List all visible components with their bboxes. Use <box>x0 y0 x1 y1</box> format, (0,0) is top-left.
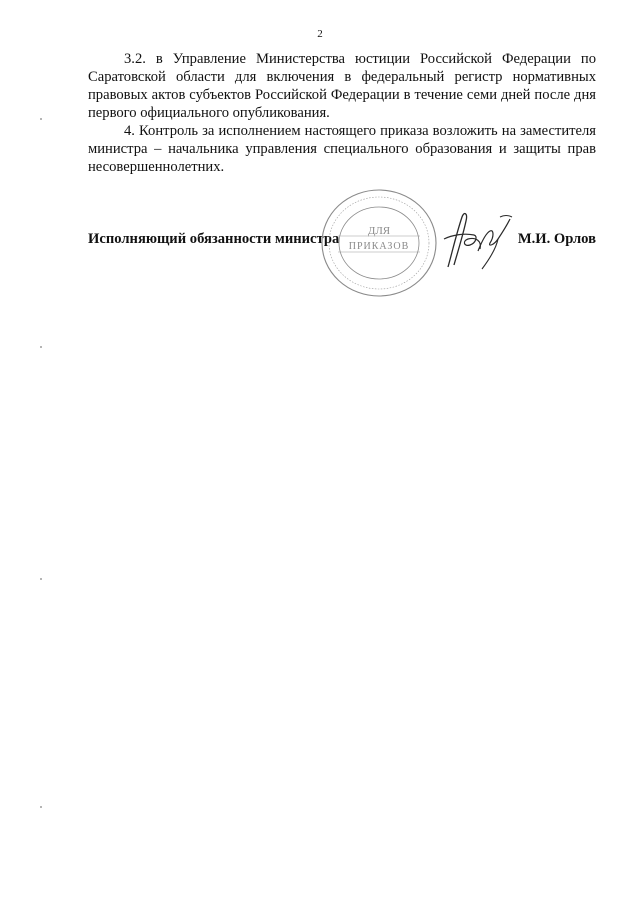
page-number: 2 <box>317 28 323 40</box>
margin-mark <box>40 118 42 120</box>
document-body <box>88 50 596 176</box>
official-stamp <box>318 186 440 300</box>
signatory-name: М.И. Орлов <box>517 231 596 247</box>
handwritten-signature <box>438 205 518 275</box>
stamp-line-1: ДЛЯ <box>367 225 391 237</box>
signatory-title: Исполняющий обязанности министра <box>88 231 340 247</box>
stamp-line-2: ПРИКАЗОВ <box>348 241 410 252</box>
paragraph-4: 4. Контроль за исполнением настоящего приказа возложить на заместителя министра – начальника управления специального образования и защиты прав несовершеннолетних. <box>88 123 596 175</box>
margin-mark <box>40 346 42 348</box>
margin-mark <box>40 578 42 580</box>
paragraph-3-2: 3.2. в Управление Министерства юстиции Российской Федерации по Саратовской области для включения в федеральный регистр нормативных правовых актов субъектов Российской Федерации в течение семи дней после дня первого официального опубликования. <box>88 51 596 121</box>
margin-mark <box>40 806 42 808</box>
